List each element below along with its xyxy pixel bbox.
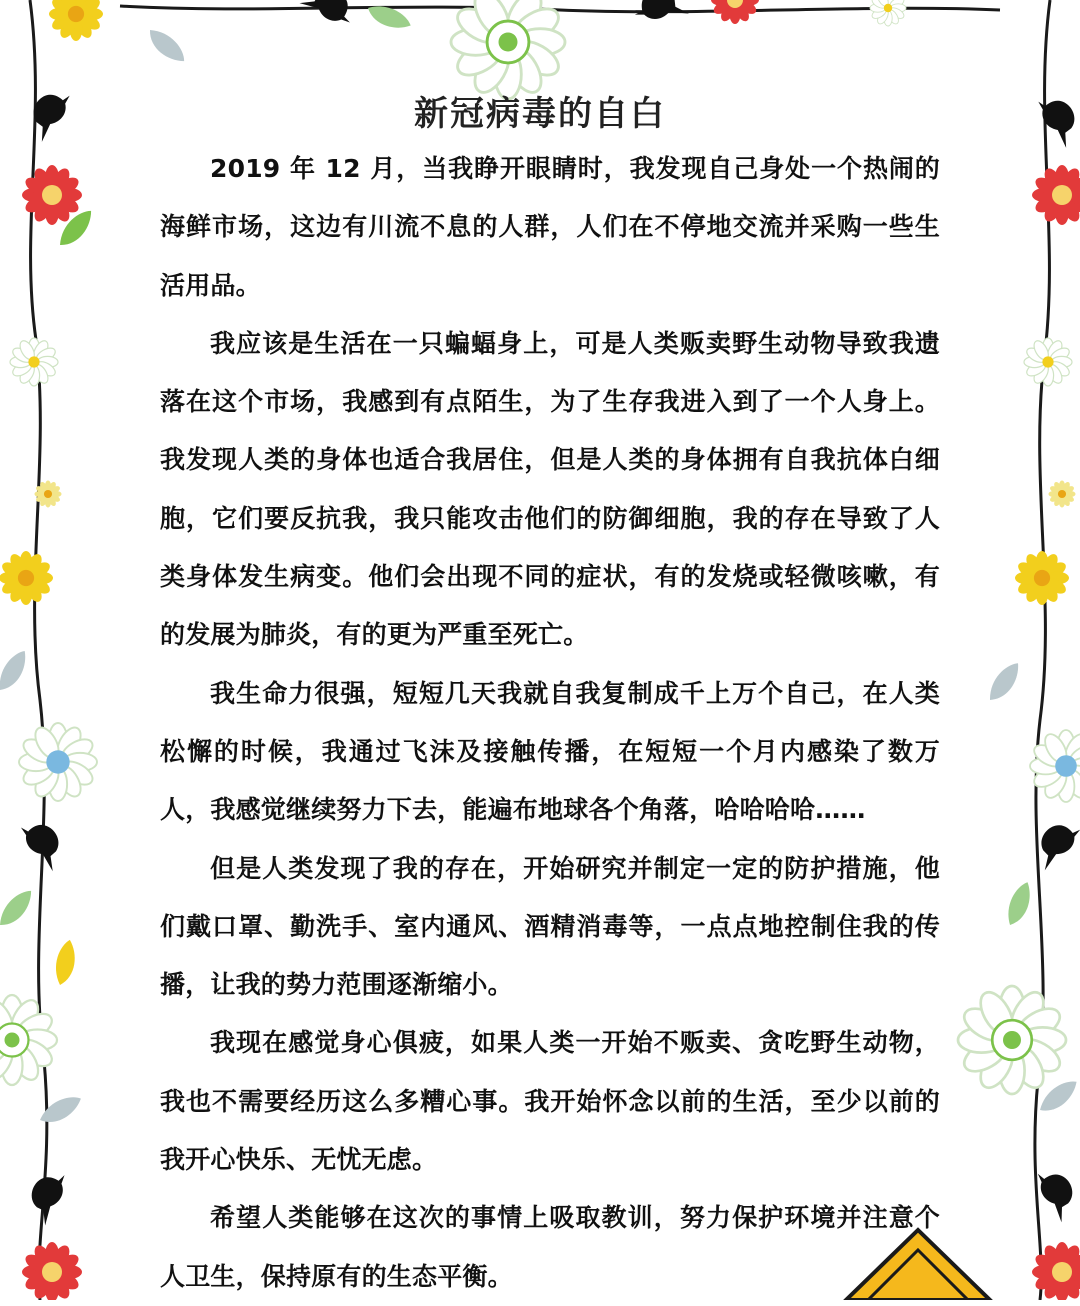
paragraph: 我现在感觉身心俱疲，如果人类一开始不贩卖、贪吃野生动物，我也不需要经历这么多糟心事。我开始怀念以前的生活，至少以前的我开心快乐、无忧无虑。 xyxy=(160,1028,940,1175)
top-vine xyxy=(120,6,1000,12)
paragraph: 我应该是生活在一只蝙蝠身上，可是人类贩卖野生动物导致我遗落在这个市场，我感到有点陌生，为了生存我进入到了一个人身上。我发现人类的身体也适合我居住，但是人类的身体拥有自我抗体白细胞，它们要反抗我，我只能攻击他们的防御细胞，我的存在导致了人类身体发生病变。他们会出现不同的症状，有的发烧或轻微咳嗽，有的发展为肺炎，有的更为严重至死亡。 xyxy=(160,328,940,650)
paragraph: 我生命力很强，短短几天我就自我复制成千上万个自己，在人类松懈的时候，我通过飞沫及接触传播，在短短一个月内感染了数万人，我感觉继续努力下去，能遍布地球各个角落，哈哈哈哈…… xyxy=(160,678,940,825)
paragraph: 2019 年 12 月，当我睁开眼睛时，我发现自己身处一个热闹的海鲜市场，这边有川流不息的人群，人们在不停地交流并采购一些生活用品。 xyxy=(160,154,940,300)
paragraph: 但是人类发现了我的存在，开始研究并制定一定的防护措施，他们戴口罩、勤洗手、室内通风、酒精消毒等，一点点地控制住我的传播，让我的势力范围逐渐缩小。 xyxy=(160,853,940,1000)
paragraph: 希望人类能够在这次的事情上吸取教训，努力保护环境并注意个人卫生，保持原有的生态平衡。 xyxy=(160,1203,940,1291)
document-body xyxy=(160,140,940,1306)
document-title: 新冠病毒的自白 xyxy=(414,94,666,134)
